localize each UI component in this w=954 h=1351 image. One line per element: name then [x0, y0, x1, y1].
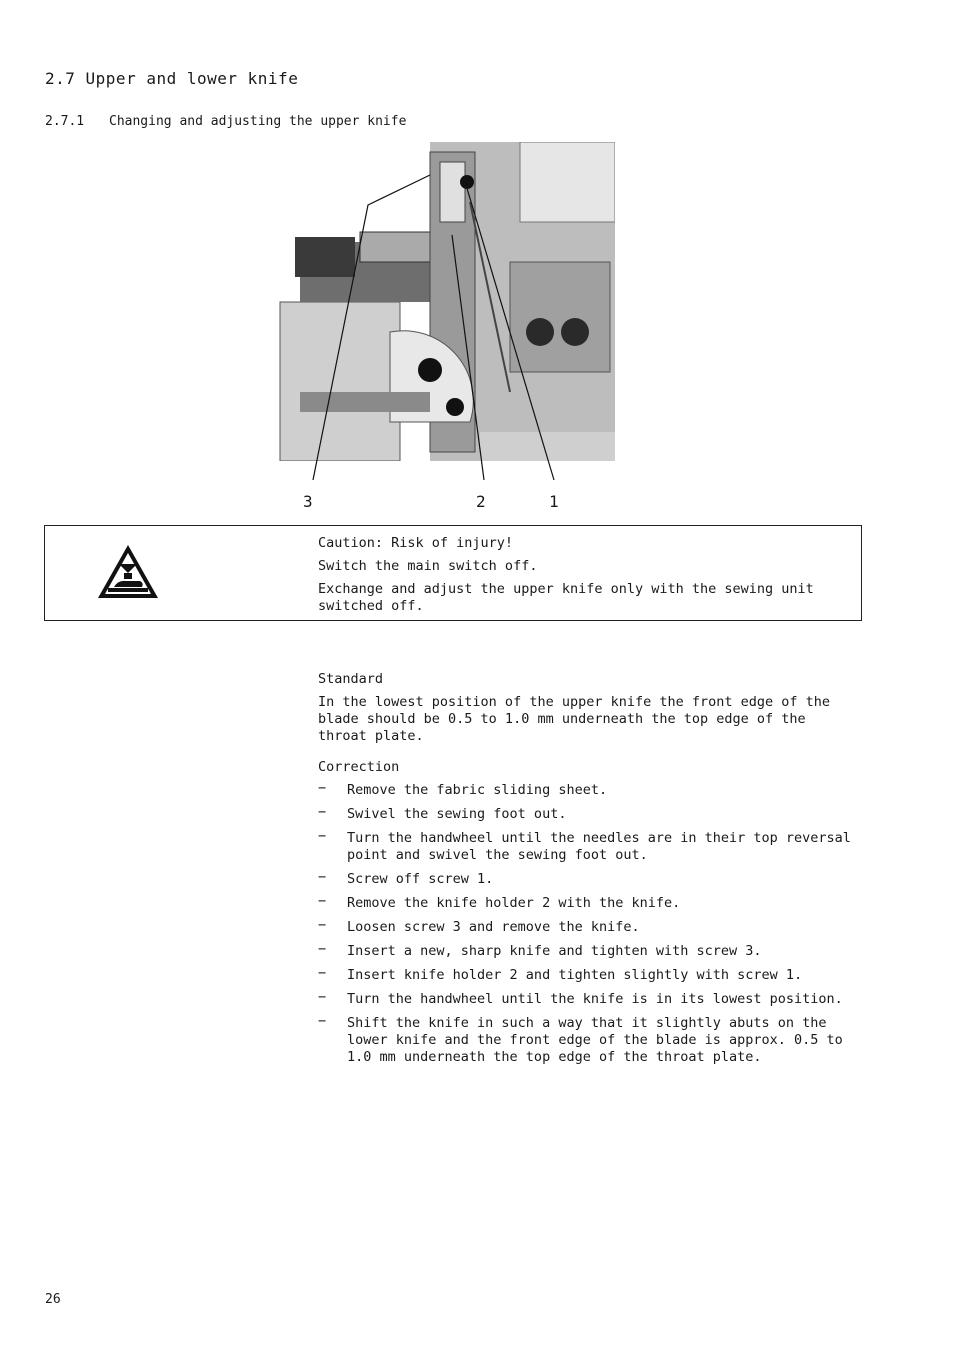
- hand-crush-warning-icon: [96, 543, 160, 600]
- subsection-title: Changing and adjusting the upper knife: [109, 114, 407, 129]
- list-item: − Remove the knife holder 2 with the knife.: [318, 893, 681, 911]
- list-item: − Remove the fabric sliding sheet.: [318, 780, 608, 798]
- standard-text: In the lowest position of the upper knife the front edge of the blade should be 0.5 to 1.0 mm underneath the top edge of the throat plate.: [318, 694, 831, 744]
- standard-heading: Standard: [318, 671, 384, 687]
- page-number: 26: [45, 1292, 61, 1307]
- callout-1: 1: [549, 492, 559, 511]
- callout-3: 3: [303, 492, 313, 511]
- section-title: 2.7 Upper and lower knife: [45, 69, 299, 88]
- caution-title: Caution: Risk of injury!: [318, 535, 514, 551]
- list-item: − Shift the knife in such a way that it slightly abuts on the lower knife and the front edge of the blade is approx. 0.5 to 1.0 mm underneath the top edge of the throat plate.: [318, 1013, 843, 1065]
- subsection-number: 2.7.1: [45, 114, 85, 129]
- list-item: − Insert a new, sharp knife and tighten with screw 3.: [318, 941, 762, 959]
- caution-line-1: Switch the main switch off.: [318, 558, 538, 574]
- caution-line-2: Exchange and adjust the upper knife only with the sewing unit switched off.: [318, 581, 814, 614]
- caution-text: [318, 535, 838, 621]
- callout-2: 2: [476, 492, 486, 511]
- list-item: − Turn the handwheel until the knife is in its lowest position.: [318, 989, 843, 1007]
- correction-steps: [318, 782, 863, 1073]
- list-item: − Loosen screw 3 and remove the knife.: [318, 917, 640, 935]
- list-item: − Turn the handwheel until the needles are in their top reversal point and swivel the sewing foot out.: [318, 828, 851, 863]
- correction-heading: Correction: [318, 759, 400, 775]
- list-item: − Swivel the sewing foot out.: [318, 804, 567, 822]
- list-item: − Screw off screw 1.: [318, 869, 494, 887]
- list-item: − Insert knife holder 2 and tighten slightly with screw 1.: [318, 965, 803, 983]
